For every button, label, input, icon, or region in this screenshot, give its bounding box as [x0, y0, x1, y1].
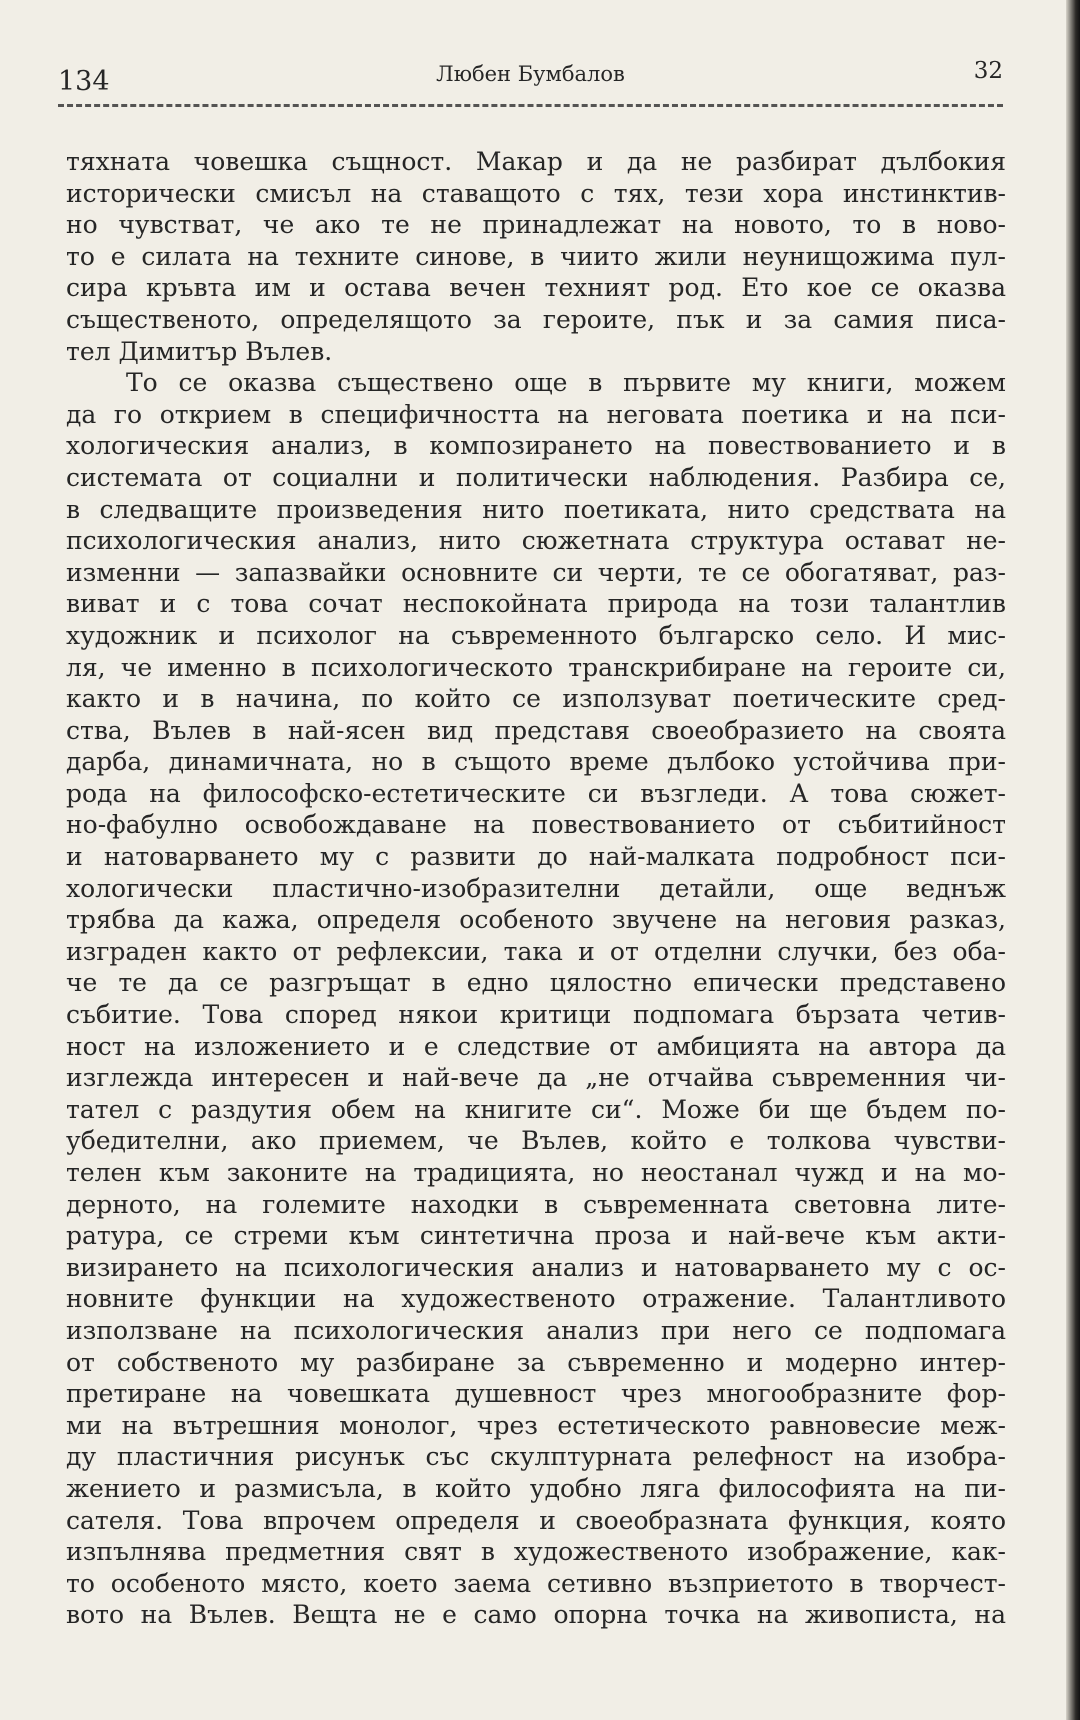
text-line: но-фабулно освобождаване на повествованието от събитийност: [66, 810, 1006, 840]
text-line: изменни — запазвайки основните си черти, те се обогатяват, раз-: [66, 557, 1006, 587]
text-line: използване на психологическия анализ при него се подпомага: [66, 1315, 1006, 1345]
text-line: тател с раздутия обем на книгите си“. Може би ще бъдем по-: [66, 1094, 1006, 1124]
binding-shadow: [1066, 0, 1080, 1720]
text-line: визирането на психологическия анализ и натоварването му с ос-: [66, 1252, 1006, 1282]
text-line: новните функции на художественото отражение. Талантливото: [66, 1284, 1006, 1314]
text-line: ства, Вълев в най-ясен вид представя своеобразието на своята: [66, 715, 1006, 745]
text-line: то особеното място, което заема сетивно възприетото в творчест-: [66, 1568, 1006, 1598]
text-line: претиране на човешката душевност чрез многообразните фор-: [66, 1379, 1006, 1409]
text-line: ратура, се стреми към синтетична проза и най-вече към акти-: [66, 1221, 1006, 1251]
text-line: вото на Вълев. Вещта не е само опорна точка на живописта, на: [66, 1600, 1006, 1630]
text-line: дарба, динамичната, но в същото време дълбоко устойчива при-: [66, 747, 1006, 777]
text-line: убедителни, ако приемем, че Вълев, който е толкова чувстви-: [66, 1126, 1006, 1156]
text-line: телен към законите на традицията, но неостанал чужд и на мо-: [66, 1158, 1006, 1187]
text-line: хологическия анализ, в композирането на повествованието и в: [66, 431, 1006, 461]
text-line: дерното, на големите находки в съвременната световна лите-: [66, 1189, 1006, 1219]
text-line: ност на изложението и е следствие от амбицията на автора да: [66, 1031, 1006, 1061]
text-line: рода на философско-естетическите си възгледи. А това сюжет-: [66, 778, 1006, 808]
text-line: ля, че именно в психологическото транскрибиране на героите си,: [66, 652, 1006, 682]
text-line: художник и психолог на съвременното българско село. И мис-: [66, 620, 1006, 650]
page-number: 134: [58, 66, 110, 97]
page-header: [58, 58, 1003, 102]
text-line: същественото, определящото за героите, пък и за самия писа-: [66, 304, 1006, 334]
text-line: събитие. Това според някои критици подпомага бързата четив-: [66, 1000, 1006, 1030]
text-line: тел Димитър Вълев.: [66, 336, 333, 366]
body-text: [66, 146, 1006, 1631]
text-line: исторически смисъл на ставащото с тях, тези хора инстинктив-: [66, 178, 1006, 208]
text-line: да го открием в специфичността на неговата поетика и на пси-: [66, 399, 1006, 429]
text-line: както и в начина, по който се използуват поетическите сред-: [66, 684, 1006, 714]
text-line: ду пластичния рисунък със скулптурната релефност на изобра-: [66, 1442, 1006, 1472]
text-line: трябва да кажа, определя особеното звучене на неговия разказ,: [66, 905, 1006, 935]
text-line: системата от социални и политически наблюдения. Разбира се,: [66, 462, 1006, 492]
text-line: психологическия анализ, нито сюжетната структура остават не-: [66, 526, 1006, 556]
text-line: жението и размисъла, в който удобно ляга философията на пи-: [66, 1473, 1006, 1503]
text-line: и натоварването му с развити до най-малката подробност пси-: [66, 842, 1006, 872]
section-number: 32: [973, 58, 1003, 84]
text-line: виват и с това сочат неспокойната природа на този талантлив: [66, 589, 1006, 619]
text-line: тяхната човешка същност. Макар и да не разбират дълбокия: [66, 147, 1006, 176]
text-line: но чувстват, че ако те не принадлежат на новото, то в ново-: [66, 210, 1006, 240]
text-line: изграден както от рефлексии, така и от отделни случки, без оба-: [66, 936, 1006, 966]
text-line: То се оказва съществено още в първите му книги, можем: [126, 368, 1006, 398]
text-line: изглежда интересен и най-вече да „не отчайва съвременния чи-: [66, 1063, 1006, 1093]
text-line: сира кръвта им и остава вечен техният род. Ето кое се оказва: [66, 273, 1006, 303]
text-line: че те да се разгръщат в едно цялостно епически представено: [66, 968, 1006, 998]
text-line: сателя. Това впрочем определя и своеобразната функция, която: [66, 1505, 1006, 1535]
text-line: ми на вътрешния монолог, чрез естетическото равновесие меж-: [66, 1410, 1006, 1440]
header-divider: [58, 104, 1003, 107]
text-line: от собственото му разбиране за съвременно и модерно интер-: [66, 1347, 1006, 1377]
text-line: в следващите произведения нито поетиката, нито средствата на: [66, 494, 1006, 524]
text-line: изпълнява предметния свят в художественото изображение, как-: [66, 1537, 1006, 1567]
text-line: хологически пластично-изобразителни детайли, още веднъж: [66, 873, 1006, 903]
text-line: то е силата на техните синове, в чиито жили неунищожима пул-: [66, 241, 1006, 271]
running-head: Любен Бумбалов: [436, 62, 625, 86]
